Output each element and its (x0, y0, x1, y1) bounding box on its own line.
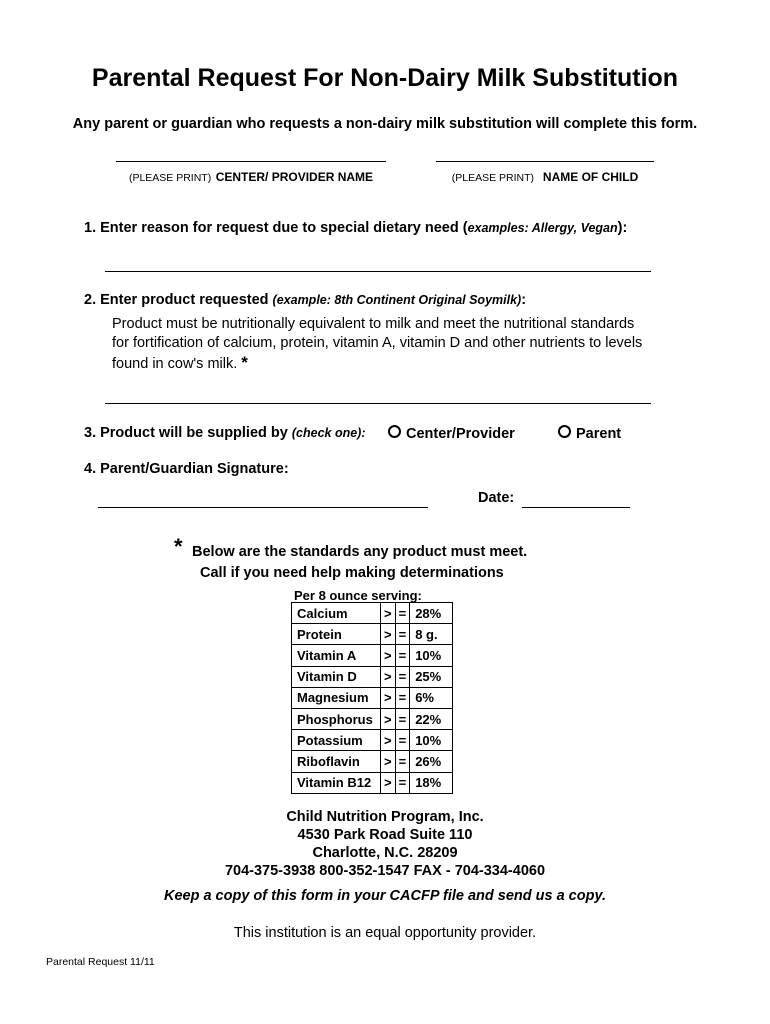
greater-than-cell: > (381, 772, 396, 793)
table-row (292, 751, 453, 772)
question-2-example: (example: 8th Continent Original Soymilk) (272, 293, 522, 307)
question-2-end: : (521, 292, 527, 308)
standards-line-2: Call if you need help making determinations (200, 565, 504, 581)
value-cell: 25% (410, 666, 453, 687)
contact-org: Child Nutrition Program, Inc. (286, 809, 484, 825)
contact-city: Charlotte, N.C. 28209 (312, 845, 458, 861)
contact-street: 4530 Park Road Suite 110 (297, 827, 473, 843)
equals-cell: = (395, 603, 410, 624)
nutrient-cell: Protein (292, 624, 381, 645)
question-1-example: examples: Allergy, Vegan (467, 221, 618, 235)
greater-than-cell: > (381, 603, 396, 624)
greater-than-cell: > (381, 708, 396, 729)
equal-opportunity-statement: This institution is an equal opportunity provider. (233, 925, 537, 941)
equals-cell: = (395, 730, 410, 751)
center-hint: (PLEASE PRINT) (128, 172, 212, 184)
contact-block (0, 808, 770, 880)
equals-cell: = (395, 708, 410, 729)
child-name-line[interactable] (436, 161, 654, 162)
table-row (292, 624, 453, 645)
checkbox-circle-icon[interactable] (388, 425, 401, 438)
table-row (292, 730, 453, 751)
equals-cell: = (395, 624, 410, 645)
form-id: Parental Request 11/11 (46, 956, 155, 968)
question-3-text: 3. Product will be supplied by (84, 425, 292, 441)
child-name-caption (436, 168, 654, 186)
child-label: NAME OF CHILD (542, 170, 639, 184)
table-caption: Per 8 ounce serving: (294, 588, 422, 603)
nutrient-cell: Phosphorus (292, 708, 381, 729)
question-2 (84, 292, 526, 308)
greater-than-cell: > (381, 666, 396, 687)
option-center-provider[interactable] (388, 425, 515, 442)
child-hint: (PLEASE PRINT) (451, 172, 535, 184)
contact-phones: 704-375-3938 800-352-1547 FAX - 704-334-4060 (224, 863, 546, 879)
product-answer-line[interactable] (105, 403, 651, 404)
question-1-text: 1. Enter reason for request due to special dietary need ( (84, 220, 468, 236)
greater-than-cell: > (381, 624, 396, 645)
question-4: 4. Parent/Guardian Signature: (84, 461, 289, 477)
product-requirements (112, 315, 642, 374)
table-row (292, 645, 453, 666)
value-cell: 26% (410, 751, 453, 772)
requirements-line-3: found in cow's milk. (112, 356, 238, 372)
nutrition-standards-table (291, 602, 453, 794)
value-cell: 18% (410, 772, 453, 793)
center-name-line[interactable] (116, 161, 386, 162)
nutrient-cell: Vitamin B12 (292, 772, 381, 793)
greater-than-cell: > (381, 687, 396, 708)
greater-than-cell: > (381, 730, 396, 751)
signature-line[interactable] (98, 507, 428, 508)
option-center-provider-label: Center/Provider (406, 426, 515, 442)
question-1-end: ): (617, 220, 628, 236)
value-cell: 22% (410, 708, 453, 729)
page-title: Parental Request For Non-Dairy Milk Substitution (91, 64, 679, 92)
greater-than-cell: > (381, 751, 396, 772)
option-parent[interactable] (558, 425, 621, 442)
nutrient-cell: Calcium (292, 603, 381, 624)
equals-cell: = (395, 666, 410, 687)
equals-cell: = (395, 751, 410, 772)
center-name-caption (116, 168, 386, 186)
center-label: CENTER/ PROVIDER NAME (215, 170, 374, 184)
table-row (292, 666, 453, 687)
requirements-asterisk: * (241, 353, 248, 372)
question-3 (84, 425, 366, 441)
value-cell: 28% (410, 603, 453, 624)
nutrient-cell: Magnesium (292, 687, 381, 708)
checkbox-circle-icon[interactable] (558, 425, 571, 438)
nutrient-cell: Vitamin A (292, 645, 381, 666)
requirements-line-1: Product must be nutritionally equivalent to milk and meet the nutritional standards (112, 316, 635, 332)
table-row (292, 708, 453, 729)
intro-text: Any parent or guardian who requests a non-dairy milk substitution will complete this form. (72, 116, 698, 132)
table-row (292, 603, 453, 624)
requirements-line-2: for fortification of calcium, protein, vitamin A, vitamin D and other nutrients to levels (112, 335, 643, 351)
copy-note: Keep a copy of this form in your CACFP file and send us a copy. (163, 888, 607, 904)
equals-cell: = (395, 687, 410, 708)
equals-cell: = (395, 772, 410, 793)
value-cell: 10% (410, 730, 453, 751)
value-cell: 8 g. (410, 624, 453, 645)
question-2-text: 2. Enter product requested (84, 292, 273, 308)
nutrient-cell: Riboflavin (292, 751, 381, 772)
standards-asterisk: * (174, 534, 183, 559)
reason-answer-line[interactable] (105, 271, 651, 272)
date-label: Date: (478, 490, 515, 506)
question-3-example: (check one): (291, 426, 366, 440)
option-parent-label: Parent (576, 426, 622, 442)
greater-than-cell: > (381, 645, 396, 666)
nutrient-cell: Potassium (292, 730, 381, 751)
table-row (292, 772, 453, 793)
value-cell: 6% (410, 687, 453, 708)
nutrient-cell: Vitamin D (292, 666, 381, 687)
standards-line-1: Below are the standards any product must meet. (192, 544, 528, 560)
table-row (292, 687, 453, 708)
equals-cell: = (395, 645, 410, 666)
value-cell: 10% (410, 645, 453, 666)
date-line[interactable] (522, 507, 630, 508)
question-1 (84, 220, 627, 236)
